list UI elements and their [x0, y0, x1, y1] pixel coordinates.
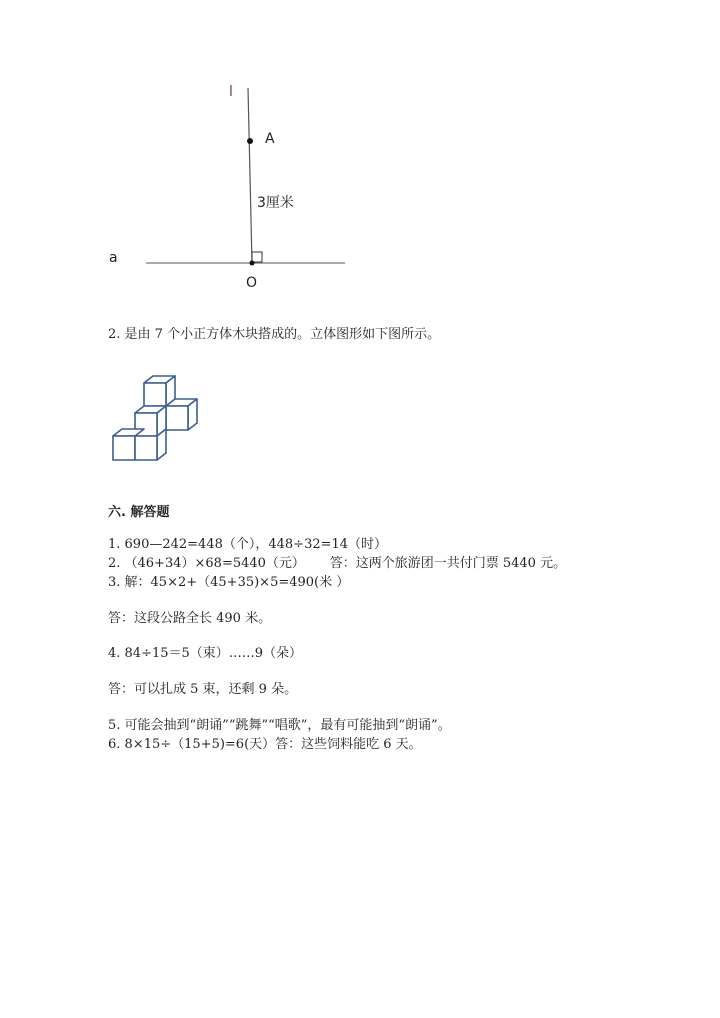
cube-middle-right	[166, 399, 197, 430]
label-O: O	[246, 275, 258, 291]
label-length: 3厘米	[257, 195, 294, 211]
cube-stack-figure	[108, 372, 208, 464]
answer-6: 6. 8×15÷（15+5)=6(天）答：这些饲料能吃 6 天。	[108, 737, 422, 752]
answer-3: 3. 解：45×2+（45+35)×5=490(米 ）	[108, 575, 350, 590]
cube-top	[144, 376, 175, 406]
line-l	[248, 88, 252, 263]
right-angle-mark	[252, 252, 262, 262]
label-a: a	[109, 250, 118, 266]
answer-4: 4. 84÷15＝5（束）……9（朵）	[108, 646, 303, 661]
label-A: A	[265, 131, 275, 147]
point-A	[247, 138, 253, 144]
question-2-text: 2. 是由 7 个小正方体木块搭成的。立体图形如下图所示。	[108, 327, 441, 342]
section-title: 六. 解答题	[108, 505, 170, 520]
answer-3-conclusion: 答：这段公路全长 490 米。	[108, 611, 272, 626]
point-O	[250, 261, 255, 266]
answer-1: 1. 690—242=448（个），448÷32=14（时）	[108, 537, 388, 552]
answer-5: 5. 可能会抽到“朗诵”“跳舞”“唱歌”，最有可能抽到“朗诵”。	[108, 718, 451, 733]
label-l: l	[229, 84, 233, 100]
perpendicular-diagram	[0, 0, 720, 310]
answer-2: 2. （46+34）×68=5440（元） 答：这两个旅游团一共付门票 5440 元。	[108, 556, 567, 571]
answer-4-conclusion: 答：可以扎成 5 束，还剩 9 朵。	[108, 682, 298, 697]
